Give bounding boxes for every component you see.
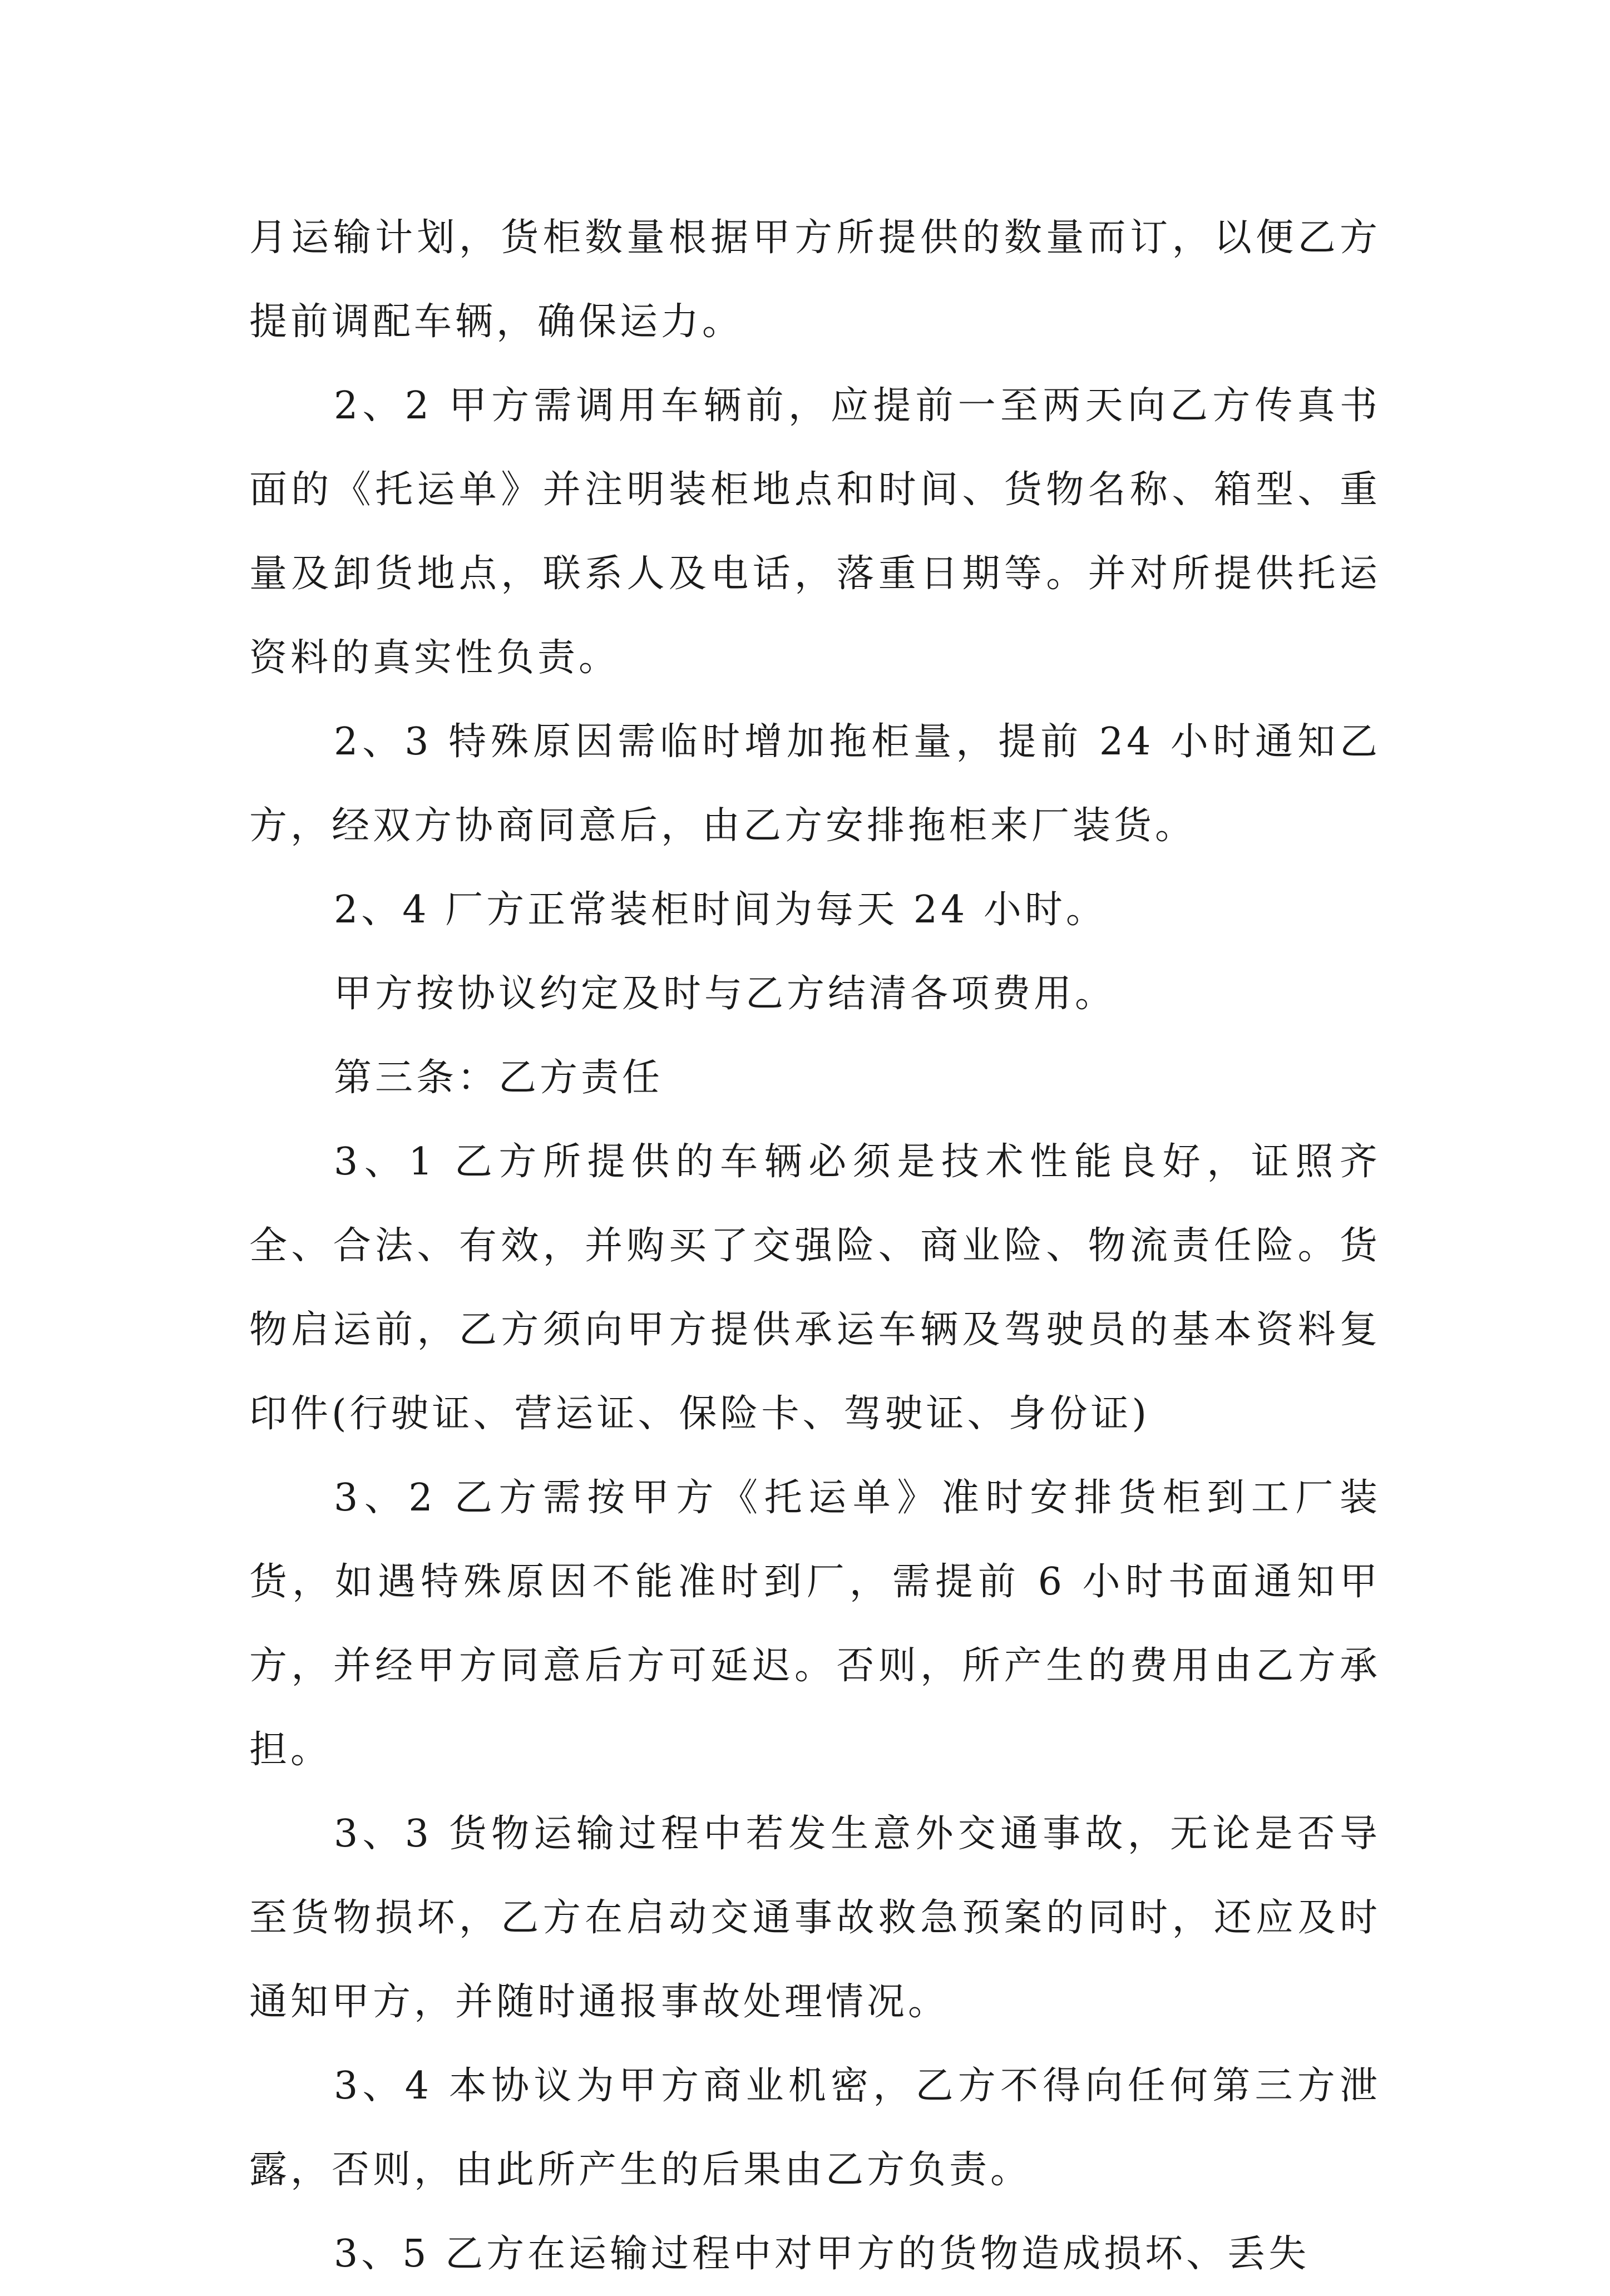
- paragraph-3-1: 3、1 乙方所提供的车辆必须是技术性能良好，证照齐全、合法、有效，并购买了交强险、商业险、物流责任险。货物启运前，乙方须向甲方提供承运车辆及驾驶员的基本资料复印件(行驶证、营运证、保险卡、驾驶证、身份证): [249, 1140, 1381, 1436]
- paragraph-1: 月运输计划，货柜数量根据甲方所提供的数量而订，以便乙方提前调配车辆，确保运力。: [249, 216, 1381, 344]
- paragraph-3-2: 3、2 乙方需按甲方《托运单》准时安排货柜到工厂装货，如遇特殊原因不能准时到厂，需提前 6 小时书面通知甲方，并经甲方同意后方可延迟。否则，所产生的费用由乙方承担。: [249, 1476, 1381, 1772]
- paragraph-3-4: 3、4 本协议为甲方商业机密，乙方不得向任何第三方泄露，否则，由此所产生的后果由乙方负责。: [249, 2064, 1381, 2192]
- paragraph-3-5: 3、5 乙方在运输过程中对甲方的货物造成损坏、丢失: [334, 2232, 1310, 2276]
- paragraph-settlement: 甲方按协议约定及时与乙方结清各项费用。: [334, 972, 1117, 1016]
- document-body: [249, 196, 1381, 2296]
- section-heading-article-3: 第三条：乙方责任: [334, 1056, 664, 1100]
- paragraph-2-2: 2、2 甲方需调用车辆前，应提前一至两天向乙方传真书面的《托运单》并注明装柜地点和时间、货物名称、箱型、重量及卸货地点，联系人及电话，落重日期等。并对所提供托运资料的真实性负责。: [249, 384, 1381, 680]
- paragraph-2-4: 2、4 厂方正常装柜时间为每天 24 小时。: [334, 888, 1107, 932]
- paragraph-2-3: 2、3 特殊原因需临时增加拖柜量，提前 24 小时通知乙方，经双方协商同意后，由乙方安排拖柜来厂装货。: [249, 720, 1381, 848]
- paragraph-3-3: 3、3 货物运输过程中若发生意外交通事故，无论是否导至货物损坏，乙方在启动交通事故救急预案的同时，还应及时通知甲方，并随时通报事故处理情况。: [249, 1812, 1381, 2024]
